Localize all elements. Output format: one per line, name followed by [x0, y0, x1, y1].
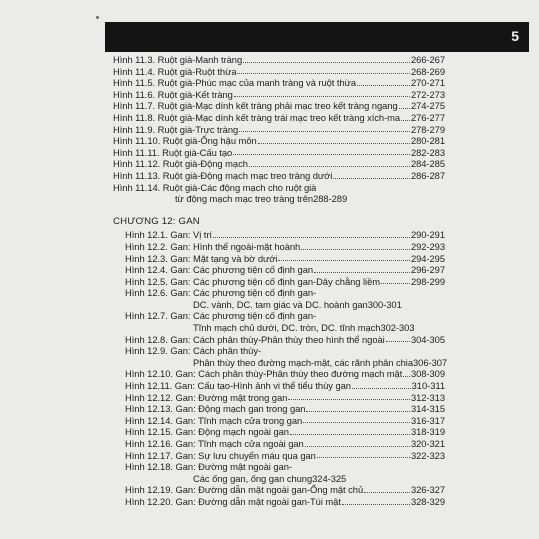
entry-title: Ruột già-Động mạch [162, 158, 248, 170]
dot-leader [342, 503, 410, 505]
figure-label: Hình 11.3. [113, 54, 156, 65]
toc-entry [113, 89, 445, 101]
dot-leader [278, 259, 410, 261]
entry-title: Ruột già-Manh tràng [157, 54, 243, 65]
entry-title: Gan: Động mạch gan trong gan [175, 403, 306, 415]
dot-leader [234, 95, 410, 97]
dot-leader [290, 433, 410, 435]
toc-entry [113, 415, 445, 427]
toc-entry-continued [113, 356, 448, 369]
section-ruot-gia [113, 54, 445, 205]
entry-title: Gan: Tĩnh mạch cửa ngoài gan [175, 438, 304, 449]
dot-leader [213, 236, 410, 238]
page-range: 286-287 [410, 169, 445, 181]
page-range: 316-317 [410, 414, 445, 426]
figure-label: Hình 12.10. [125, 368, 173, 380]
dot-leader [364, 491, 410, 493]
toc-entry-continued [113, 299, 445, 311]
toc-entry [113, 66, 445, 78]
toc-entry [113, 450, 445, 462]
figure-label: Hình 12.17. [125, 449, 173, 461]
dot-leader [301, 248, 410, 250]
dot-leader [237, 72, 409, 74]
page-range: 302-303 [380, 322, 415, 334]
entry-title: Ruột già-Mạc dính kết tràng phải mạc treo kết tràng ngang [157, 100, 398, 112]
figure-label: Hình 12.1. [125, 229, 168, 241]
page-range: 314-315 [410, 403, 445, 415]
figure-label: Hình 11.12. [113, 158, 161, 170]
toc-entry [113, 77, 445, 89]
page-range: 308-309 [410, 368, 445, 380]
dot-leader [386, 340, 410, 342]
page-range: 298-299 [410, 275, 445, 287]
figure-label: Hình 11.10. [113, 135, 161, 147]
entry-title: Gan: Cách phân thùy-Phân thùy theo đường mạch mật [175, 368, 403, 380]
page-range: 324-325 [312, 472, 347, 484]
figure-label: Hình 11.8. [113, 111, 156, 123]
entry-title: Gan: Đường dẫn mật ngoài gan-Ống mật chủ [175, 484, 364, 496]
page-range: 300-301 [367, 298, 402, 310]
page-range: 282-283 [410, 146, 445, 158]
entry-title: Ruột già-Kết tràng [157, 88, 233, 100]
toc-entry [113, 426, 445, 438]
entry-title: Gan: Tĩnh mạch cửa trong gan [175, 414, 303, 426]
figure-label: Hình 12.3. [125, 252, 168, 264]
entry-title: Gan: Vị trí [170, 229, 212, 241]
dot-leader [305, 445, 410, 447]
entry-title: Ruột già-Phúc mạc của manh tràng và ruột thừa [157, 77, 357, 89]
page-range: 326-327 [410, 484, 445, 496]
page-range: 284-285 [410, 158, 445, 170]
page-range: 272-273 [410, 88, 445, 100]
entry-title: Gan: Mặt tạng và bờ dưới [170, 252, 278, 264]
toc-entry [113, 124, 445, 136]
toc-entry [113, 158, 445, 170]
toc-entry [113, 100, 445, 112]
page-range: 290-291 [410, 229, 445, 241]
dot-leader [243, 61, 410, 63]
page-number: 5 [511, 28, 519, 44]
figure-label: Hình 12.5. [125, 275, 168, 287]
entry-title-continued: Phân thùy theo đường mạch-mật, các rãnh phân chia [193, 356, 414, 368]
page-range: 292-293 [410, 240, 445, 252]
figure-label: Hình 12.2. [125, 240, 168, 252]
page-range: 266-267 [410, 54, 445, 65]
dot-leader [333, 177, 410, 179]
dot-leader [314, 271, 410, 273]
toc-entry [113, 438, 445, 450]
toc-entry [113, 112, 445, 124]
toc-entry-continued [113, 473, 445, 485]
section-gan [113, 229, 448, 507]
entry-title-continued: Các ống gan, ống gan chung [193, 472, 313, 484]
figure-label: Hình 11.11. [113, 146, 160, 158]
toc-entry-continued [113, 322, 445, 334]
figure-label: Hình 12.20. [125, 495, 173, 507]
entry-title: Gan: Đường mật ngoài gan- [175, 461, 292, 473]
entry-title: Gan: Hình thể ngoài-mặt hoành [170, 240, 301, 252]
page-range: 276-277 [410, 111, 445, 123]
entry-title: Gan: Các phương tiện cố định gan- [170, 287, 317, 299]
page-range: 296-297 [410, 264, 445, 276]
entry-title: Ruột già-Các động mạch cho ruột già [162, 181, 317, 193]
entry-title: Gan: Sự lưu chuyển máu qua gan [175, 449, 316, 461]
page-range: 288-289 [313, 193, 348, 205]
figure-label: Hình 12.11. [125, 380, 173, 392]
dot-leader [403, 375, 410, 377]
figure-label: Hình 12.4. [125, 264, 168, 276]
figure-label: Hình 12.9. [125, 345, 168, 357]
toc-entry [113, 345, 445, 357]
toc-entry [113, 496, 445, 508]
figure-label: Hình 11.4. [113, 65, 156, 77]
toc-entry [113, 170, 445, 182]
page-range: 312-313 [410, 391, 445, 403]
figure-label: Hình 11.7. [113, 100, 156, 112]
toc-entry [113, 461, 445, 473]
dot-leader [239, 130, 410, 132]
toc-entry [113, 380, 445, 392]
toc-entry [113, 287, 445, 299]
page-range: 310-311 [411, 380, 445, 392]
figure-label: Hình 12.6. [125, 287, 168, 299]
toc-entry [113, 310, 445, 322]
dot-leader [401, 119, 410, 121]
dot-leader [381, 282, 410, 284]
page-range: 268-269 [410, 65, 445, 77]
page-range: 318-319 [410, 426, 445, 438]
toc-entry [113, 135, 445, 147]
page-range: 320-321 [410, 438, 445, 449]
entry-title: Gan: Đường dẫn mật ngoài gan-Túi mật [175, 495, 341, 507]
figure-label: Hình 12.12. [125, 391, 173, 403]
dot-leader [352, 387, 411, 389]
page-range: 270-271 [410, 77, 445, 89]
entry-title: Gan: Các phương tiện cố định gan [170, 264, 314, 276]
toc-entry [113, 229, 445, 241]
entry-title: Gan: Cấu tạo-Hình ảnh vi thể tiểu thùy gan [174, 380, 351, 392]
dot-leader [303, 421, 410, 423]
figure-label: Hình 12.8. [125, 333, 168, 345]
toc-entry [113, 182, 445, 194]
page-range: 322-323 [410, 449, 445, 461]
page-range: 328-329 [410, 495, 445, 507]
figure-label: Hình 12.18. [125, 461, 173, 473]
figure-label: Hình 11.5. [113, 77, 156, 89]
toc-entry [113, 334, 445, 346]
entry-title: Ruột già-Ống hậu môn [162, 135, 257, 147]
toc-entry [113, 403, 445, 415]
toc-entry [113, 368, 445, 380]
dot-leader [233, 153, 410, 155]
figure-label: Hình 11.9. [113, 123, 156, 135]
page-range: 278-279 [410, 123, 445, 135]
dot-leader [258, 142, 410, 144]
page-range: 274-275 [410, 100, 445, 112]
entry-title: Gan: Đường mật trong gan [175, 391, 288, 403]
entry-title-continued: DC. vành, DC. tam giác và DC. hoành gan [193, 298, 368, 310]
toc-entry-continued [113, 193, 445, 205]
page-range: 280-281 [410, 135, 445, 147]
toc-entry [113, 264, 445, 276]
entry-title: Gan: Cách phân thùy- [170, 345, 262, 357]
entry-title-continued: Tĩnh mạch chủ dưới, DC. tròn, DC. tĩnh mạch [193, 322, 381, 334]
entry-title: Ruột già-Động mạch mạc treo tràng dưới [162, 169, 333, 181]
entry-title-continued: từ động mạch mạc treo tràng trên [175, 193, 314, 205]
figure-label: Hình 12.19. [125, 484, 173, 496]
entry-title: Ruột già-Cấu tạo [162, 146, 233, 158]
toc-entry [113, 147, 445, 159]
entry-title: Gan: Các phương tiện cố định gan-Dây chằng liềm [170, 275, 381, 287]
figure-label: Hình 11.14. [113, 181, 161, 193]
figure-label: Hình 12.13. [125, 403, 173, 415]
dot-leader [249, 165, 410, 167]
toc-entry [113, 276, 445, 288]
print-dot [96, 16, 99, 19]
entry-title: Ruột già-Trực tràng [157, 123, 239, 135]
figure-label: Hình 12.7. [125, 310, 168, 322]
figure-label: Hình 11.13. [113, 169, 161, 181]
dot-leader [306, 410, 410, 412]
figure-label: Hình 12.14. [125, 414, 173, 426]
page-range: 306-307 [413, 356, 448, 368]
entry-title: Gan: Động mạch ngoài gan [175, 426, 289, 438]
dot-leader [399, 107, 410, 109]
figure-label: Hình 12.15. [125, 426, 173, 438]
toc-entry [113, 241, 445, 253]
entry-title: Ruột già-Mạc dính kết tràng trái mạc treo kết tràng xích-ma [157, 111, 401, 123]
page-header-bar [105, 22, 529, 52]
toc-entry [113, 54, 445, 66]
dot-leader [288, 398, 410, 400]
figure-label: Hình 12.16. [125, 438, 173, 449]
toc-entry [113, 392, 445, 404]
entry-title: Gan: Các phương tiện cố định gan- [170, 310, 317, 322]
toc-entry [113, 253, 445, 265]
page-range: 294-295 [410, 252, 445, 264]
page-range: 304-305 [410, 333, 445, 345]
dot-leader [317, 456, 410, 458]
chapter-heading: CHƯƠNG 12: GAN [113, 215, 200, 227]
entry-title: Gan: Cách phân thùy-Phân thùy theo hình thể ngoài [170, 333, 385, 345]
dot-leader [357, 84, 410, 86]
table-of-contents [113, 54, 448, 508]
toc-entry [113, 484, 445, 496]
figure-label: Hình 11.6. [113, 88, 156, 100]
entry-title: Ruột già-Ruột thừa [157, 65, 237, 77]
